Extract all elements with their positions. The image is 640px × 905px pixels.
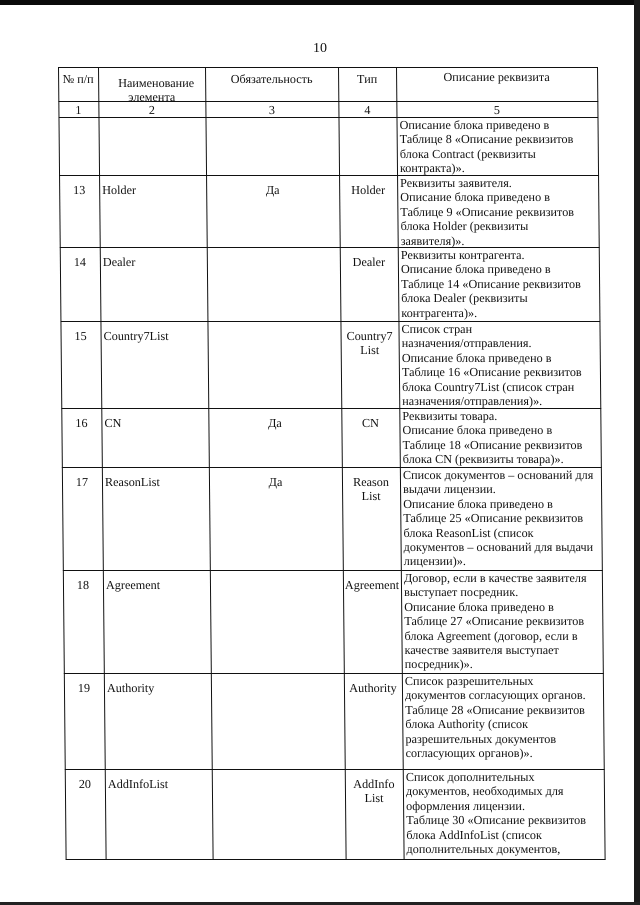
description-line: Описание блока приведено в [399, 118, 550, 132]
description-cell [402, 409, 601, 467]
description-line: Таблице 28 «Описание реквизитов [405, 702, 585, 717]
description-cell [401, 322, 600, 408]
colnum-2: 2 [148, 103, 156, 117]
row-number: 15 [74, 329, 87, 343]
description-cell [403, 468, 602, 569]
required-value: Да [265, 183, 280, 197]
description-line: Описание блока приведено в [402, 423, 553, 438]
description-line: разрешительных документов [405, 731, 557, 746]
description-line: блока Contract (реквизиты [399, 146, 536, 161]
row-number: 19 [77, 681, 91, 695]
colnum-5: 5 [493, 103, 501, 117]
type-value: Authority [349, 681, 397, 695]
description-line: Таблице 16 «Описание реквизитов [401, 365, 582, 380]
element-name: CN [104, 416, 122, 430]
table-border-bottom [66, 859, 606, 860]
description-line: Описание блока приведено в [401, 350, 552, 365]
description-cell [406, 770, 605, 856]
description-line: дополнительных документов, [406, 842, 561, 857]
description-cell [401, 248, 600, 320]
element-name: ReasonList [104, 475, 160, 489]
description-line: Список стран [401, 322, 473, 336]
description-line: лицензии)». [403, 554, 466, 569]
colnum-3: 3 [268, 103, 276, 117]
header-required: Обязательность [230, 72, 313, 86]
description-line: выдачи лицензии. [402, 482, 496, 497]
description-line: блока Dealer (реквизиты [401, 291, 528, 306]
description-line: блока Country7List (список стран [402, 379, 575, 394]
type-value: Reason [352, 475, 389, 489]
element-name: AddInfoList [107, 777, 169, 791]
description-line: Таблице 14 «Описание реквизитов [401, 276, 581, 291]
description-line: Таблице 18 «Описание реквизитов [402, 437, 583, 452]
description-cell [404, 571, 603, 672]
description-line: контракта)». [399, 161, 465, 176]
table-border-top [58, 67, 598, 68]
description-line: Реквизиты контрагента. [400, 248, 525, 262]
colnum-4: 4 [364, 103, 371, 117]
scan-top-edge [0, 0, 640, 5]
type-value: Dealer [352, 255, 386, 269]
description-cell [400, 176, 599, 248]
description-line: назначения/отправления. [401, 336, 532, 351]
type-value: List [361, 489, 381, 504]
header-name: Наименование элемента [118, 76, 195, 105]
description-line: Таблице 30 «Описание реквизитов [406, 813, 587, 828]
description-line: Список документов – оснований для [402, 468, 594, 482]
description-line: контрагента)». [401, 305, 478, 320]
description-line: согласующих органов)». [405, 746, 533, 761]
element-name: Holder [102, 183, 137, 197]
header-num: № п/п [62, 72, 94, 86]
description-line: документов согласующих органов. [404, 688, 586, 703]
header-description: Описание реквизита [443, 70, 550, 84]
description-line: блока Holder (реквизиты [400, 219, 529, 234]
row-number: 17 [75, 475, 89, 489]
description-line: Описание блока приведено в [404, 599, 554, 614]
scan-right-edge [634, 0, 640, 905]
description-line: Таблице 27 «Описание реквизитов [404, 614, 585, 629]
type-value: Agreement [344, 578, 400, 592]
row-number: 16 [75, 416, 88, 430]
description-line: Описание блока приведено в [400, 190, 551, 205]
description-cell [399, 118, 598, 176]
description-line: Описание блока приведено в [403, 496, 553, 511]
required-value: Да [268, 475, 283, 489]
description-line: блока AddInfoList (список [406, 827, 542, 842]
element-name: Agreement [105, 578, 161, 592]
description-line: Таблице 25 «Описание реквизитов [403, 511, 584, 526]
row-number: 14 [73, 255, 87, 269]
description-line: блока CN (реквизиты товара)». [402, 452, 564, 467]
description-line: качестве заявителя выступает [404, 643, 559, 658]
colnum-1: 1 [75, 103, 82, 117]
header-type: Тип [356, 72, 378, 86]
description-line: заявителя)». [400, 233, 465, 248]
requisites-table [58, 67, 606, 860]
description-line: документов, необходимых для [405, 784, 564, 799]
type-value: Holder [351, 183, 386, 197]
description-line: документов – оснований для выдачи [403, 540, 594, 555]
description-line: Реквизиты товара. [402, 409, 498, 423]
description-line: Договор, если в качестве заявителя [403, 571, 587, 585]
description-line: блока ReasonList (список [403, 525, 534, 540]
element-name: Country7List [103, 329, 169, 343]
description-line: Таблице 9 «Описание реквизитов [400, 204, 575, 219]
description-cell [405, 674, 604, 760]
description-line: назначения/отправления)». [402, 394, 543, 409]
description-line: Описание блока приведено в [400, 262, 551, 277]
description-line: Список разрешительных [404, 674, 534, 688]
row-number: 13 [73, 183, 86, 197]
description-line: выступает посредник. [403, 585, 519, 600]
element-name: Dealer [102, 255, 136, 269]
type-value: Country7 [346, 329, 393, 343]
row-number: 18 [76, 578, 90, 592]
description-line: Таблице 8 «Описание реквизитов [399, 132, 574, 147]
description-line: блока Agreement (договор, если в [404, 628, 578, 643]
description-line: блока Authority (список [405, 717, 529, 732]
element-name: Authority [106, 681, 155, 695]
description-line: посредник)». [404, 657, 473, 672]
description-line: Список дополнительных [405, 770, 535, 784]
page-number: 10 [313, 41, 327, 56]
type-value: AddInfo [353, 777, 395, 791]
type-value: CN [361, 416, 379, 430]
description-line: Реквизиты заявителя. [400, 176, 512, 190]
required-value: Да [267, 416, 282, 430]
description-line: оформления лицензии. [406, 798, 526, 813]
row-number: 20 [78, 777, 92, 791]
type-value: List [360, 343, 380, 358]
type-value: List [364, 791, 384, 806]
